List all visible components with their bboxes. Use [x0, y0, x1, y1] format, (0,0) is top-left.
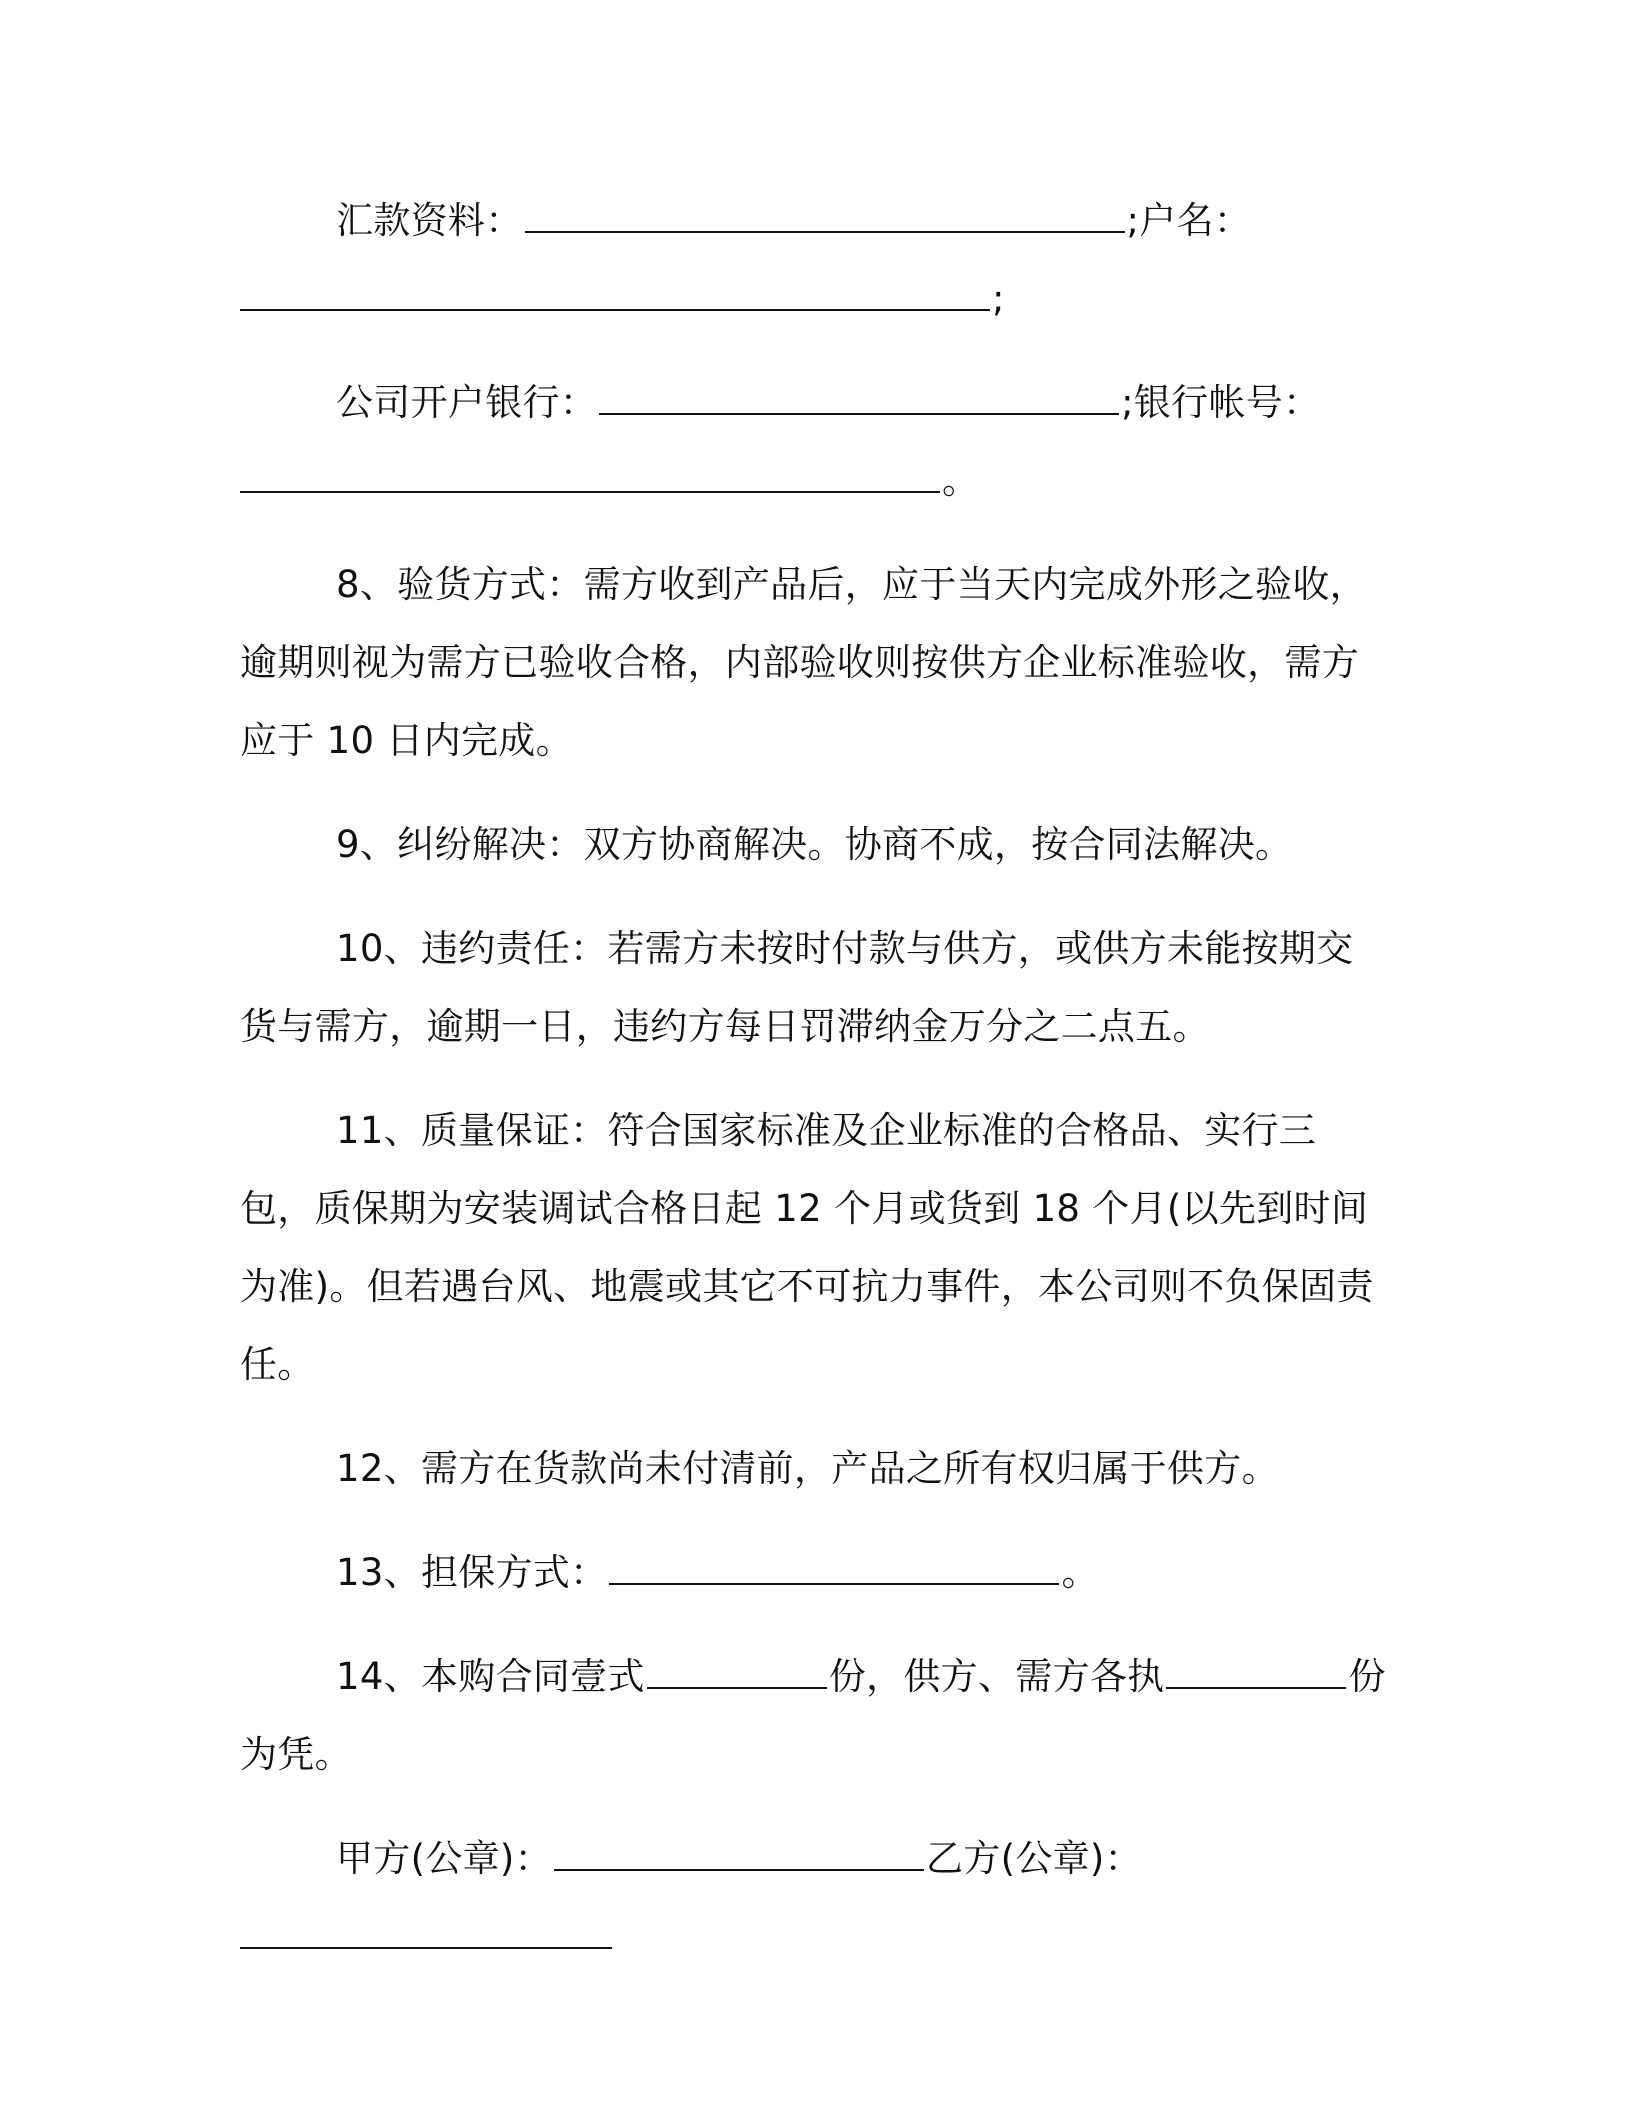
signature-paragraph	[240, 1820, 1390, 1976]
remittance-end: ;	[992, 277, 1005, 320]
guarantee-label: 13、担保方式：	[336, 1551, 608, 1594]
bank-account-label: ;银行帐号：	[1121, 381, 1321, 424]
account-name-label: ;户名：	[1126, 199, 1252, 242]
copies-text-a: 14、本购合同壹式	[336, 1655, 645, 1698]
clause-11-warranty: 11、质量保证：符合国家标准及企业标准的合格品、实行三包，质保期为安装调试合格日起 12 个月或货到 18 个月(以先到时间为准)。但若遇台风、地震或其它不可抗力事件，本公司则不负保固责任。	[240, 1109, 1374, 1386]
party-a-seal-blank[interactable]	[554, 1839, 924, 1871]
bank-info-paragraph	[240, 364, 1390, 520]
bank-account-blank[interactable]	[240, 461, 940, 493]
guarantee-blank[interactable]	[609, 1553, 1059, 1585]
remittance-label: 汇款资料：	[336, 199, 523, 242]
remittance-info-paragraph	[240, 182, 1390, 338]
bank-end: 。	[942, 459, 980, 502]
party-a-seal-label: 甲方(公章)：	[336, 1837, 552, 1880]
clause-10-breach: 10、违约责任：若需方未按时付款与供方，或供方未能按期交货与需方，逾期一日，违约方每日罚滞纳金万分之二点五。	[240, 927, 1354, 1048]
clause-13-guarantee	[240, 1534, 1390, 1612]
copies-text-c: 份为凭。	[240, 1655, 1386, 1776]
clause-12-ownership: 12、需方在货款尚未付清前，产品之所有权归属于供方。	[336, 1447, 1279, 1490]
party-b-seal-blank[interactable]	[240, 1917, 612, 1949]
party-b-seal-label: 乙方(公章)：	[925, 1837, 1142, 1880]
guarantee-end: 。	[1061, 1551, 1099, 1594]
clause-8-inspection: 8、验货方式：需方收到产品后，应于当天内完成外形之验收，逾期则视为需方已验收合格，内部验收则按供方企业标准验收，需方应于 10 日内完成。	[240, 563, 1367, 762]
remittance-blank[interactable]	[525, 201, 1125, 233]
copies-text-b: 份，供方、需方各执	[828, 1655, 1165, 1698]
bank-blank[interactable]	[599, 383, 1119, 415]
copies-each-blank[interactable]	[1166, 1657, 1346, 1689]
contract-body	[240, 182, 1390, 2002]
copies-total-blank[interactable]	[647, 1657, 827, 1689]
clause-14-copies	[240, 1638, 1390, 1794]
clause-9-dispute: 9、纠纷解决：双方协商解决。协商不成，按合同法解决。	[336, 823, 1293, 866]
bank-label: 公司开户银行：	[336, 381, 598, 424]
account-name-blank[interactable]	[240, 279, 990, 311]
